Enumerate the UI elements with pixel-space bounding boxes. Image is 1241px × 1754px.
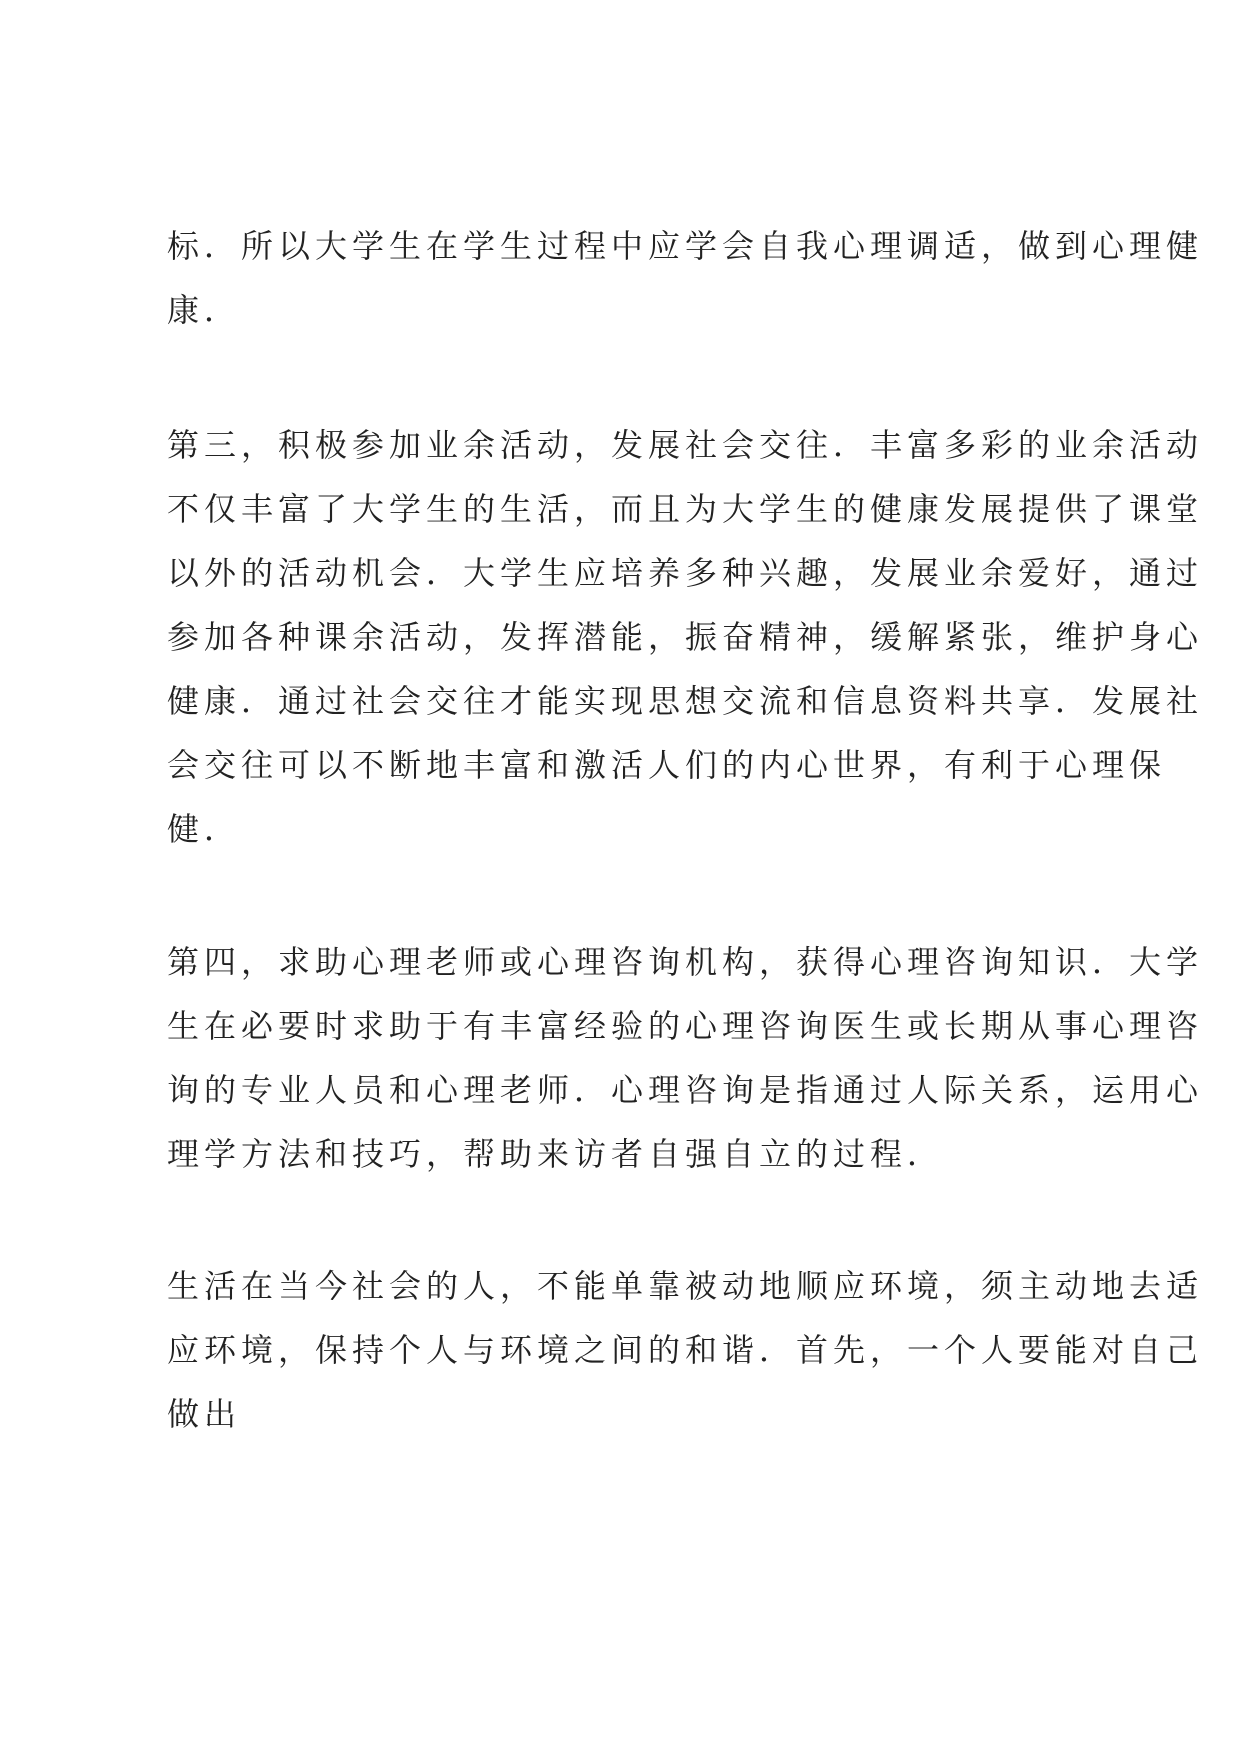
paragraph-line: 健康．通过社会交往才能实现思想交流和信息资料共享．发展社 (167, 682, 1204, 720)
paragraph-line: 会交往可以不断地丰富和激活人们的内心世界，有利于心理保 (167, 746, 1167, 784)
paragraph-line: 第四，求助心理老师或心理咨询机构，获得心理咨询知识．大学 (167, 943, 1204, 981)
paragraph-line: 不仅丰富了大学生的生活，而且为大学生的健康发展提供了课堂 (167, 490, 1204, 528)
paragraph-line: 标．所以大学生在学生过程中应学会自我心理调适，做到心理健 (167, 227, 1204, 265)
paragraph-line: 理学方法和技巧，帮助来访者自强自立的过程． (167, 1135, 945, 1173)
paragraph-line: 询的专业人员和心理老师．心理咨询是指通过人际关系，运用心 (167, 1071, 1204, 1109)
paragraph-line: 参加各种课余活动，发挥潜能，振奋精神，缓解紧张，维护身心 (167, 618, 1204, 656)
paragraph-1 (167, 214, 1204, 342)
paragraph-line: 健． (167, 810, 242, 848)
paragraph-line: 应环境，保持个人与环境之间的和谐．首先，一个人要能对自己 (167, 1331, 1204, 1369)
paragraph-line: 生在必要时求助于有丰富经验的心理咨询医生或长期从事心理咨 (167, 1007, 1204, 1045)
paragraph-4 (167, 1254, 1204, 1446)
paragraph-3 (167, 930, 1204, 1186)
paragraph-line: 康． (167, 291, 242, 329)
paragraph-line: 做出 (167, 1395, 242, 1433)
paragraph-line: 以外的活动机会．大学生应培养多种兴趣，发展业余爱好，通过 (167, 554, 1204, 592)
paragraph-line: 生活在当今社会的人，不能单靠被动地顺应环境，须主动地去适 (167, 1267, 1204, 1305)
paragraph-2 (167, 413, 1204, 861)
paragraph-line: 第三，积极参加业余活动，发展社会交往．丰富多彩的业余活动 (167, 426, 1204, 464)
